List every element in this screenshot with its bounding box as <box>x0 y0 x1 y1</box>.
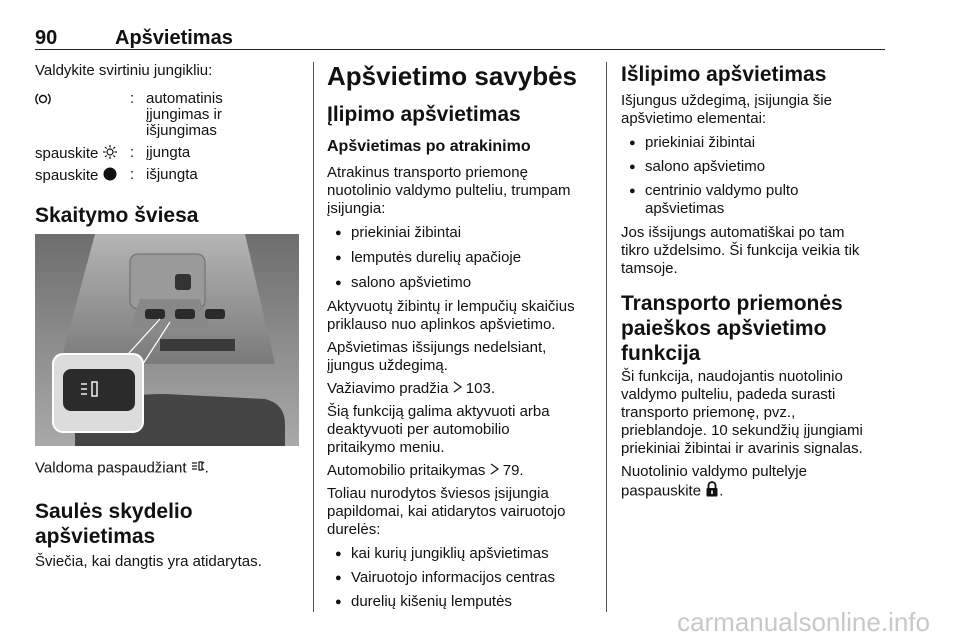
lock-icon <box>705 481 719 502</box>
arrow-ref-icon <box>453 380 462 398</box>
start-ref: Važiavimo pradžia 103. <box>327 380 495 397</box>
customize-ref: Automobilio pritaikymas 79. <box>327 462 524 480</box>
lamp-count-para: Aktyvuotų žibintų ir lempučių skaičius priklauso nuo aplinkos apšvietimo. <box>327 298 575 333</box>
reading-light-icon <box>191 459 205 478</box>
auto-off-para: Jos išsijungs automatiškai po tam tikro uždelsimo. Ši funkcija veikia tik tamsoje. <box>621 224 860 277</box>
sun-visor-heading-1: Saulės skydelio <box>35 500 193 523</box>
exit-lighting-heading: Išlipimo apšvietimas <box>621 63 827 86</box>
unlock-para: Atrakinus transporto priemonę nuotolinio valdymo pulteliu, trumpam įsijungia: <box>327 164 571 217</box>
list-item: ● centrinio valdymo pulto apšvietimas <box>621 182 891 218</box>
watermark: carmanualsonline.info <box>677 607 930 637</box>
reading-light-text: Valdoma paspaudžiant . <box>35 459 209 477</box>
page-title: Apšvietimas <box>115 27 233 49</box>
column-divider-1 <box>313 62 314 612</box>
page-number: 90 <box>35 27 58 49</box>
list-item: ● lemputės durelių apačioje <box>327 249 592 267</box>
list-item: ● priekiniai žibintai <box>327 224 592 242</box>
filled-circle-icon <box>103 167 117 185</box>
switch-row-on: spauskite : įjungta <box>35 144 191 162</box>
list-item: ● Vairuotojo informacijos centras <box>327 569 592 587</box>
locator-para: Ši funkcija, naudojantis nuotolinio valdymo pulteliu, padeda surasti transporto priemonę, pvz., prieblandoje. 10 sekundžių įjungiami priekiniai žibintai ir avarinis signalas. <box>621 368 863 457</box>
sun-icon <box>103 145 117 163</box>
customize-para: Šią funkciją galima aktyvuoti arba deaktyvuoti per automobilio pritaikymo meniu. <box>327 403 550 457</box>
column-2 <box>327 62 592 611</box>
switch-row-auto: : automatinis įjungimas ir išjungimas <box>35 91 300 139</box>
column-1 <box>35 62 300 570</box>
vehicle-locator-heading: Transporto priemonės paieškos apšvietimo funkcija <box>621 292 843 365</box>
sun-visor-text: Šviečia, kai dangtis yra atidarytas. <box>35 553 262 570</box>
header-rule <box>35 49 885 50</box>
driver-door-para: Toliau nurodytos šviesos įsijungia papildomai, kai atidarytos vairuotojo durelės: <box>327 485 566 539</box>
column-3 <box>621 62 891 502</box>
list-item: ● priekiniai žibintai <box>621 134 891 152</box>
switch-intro: Valdykite svirtiniu jungikliu: <box>35 62 213 79</box>
switch-row-off: spauskite : išjungta <box>35 166 198 184</box>
list-item: ● salono apšvietimo <box>327 274 592 292</box>
unlock-lighting-heading: Apšvietimas po atrakinimo <box>327 138 531 155</box>
column-divider-2 <box>606 62 607 612</box>
ignition-para: Apšvietimas išsijungs nedelsiant, įjungus uždegimą. <box>327 339 547 374</box>
reading-light-photo <box>35 234 299 446</box>
auto-light-icon <box>35 91 130 139</box>
remote-para: Nuotolinio valdymo pultelyje paspauskite . <box>621 463 891 502</box>
arrow-ref-icon <box>490 462 499 480</box>
list-item: ● durelių kišenių lemputės <box>327 593 592 611</box>
entry-lighting-heading: Įlipimo apšvietimas <box>327 103 521 126</box>
list-item: ● salono apšvietimo <box>621 158 891 176</box>
list-item: ● kai kurių jungiklių apšvietimas <box>327 545 592 563</box>
exit-para: Išjungus uždegimą, įsijungia šie apšvietimo elementai: <box>621 92 832 127</box>
lighting-features-heading: Apšvietimo savybės <box>327 61 578 91</box>
reading-light-heading: Skaitymo šviesa <box>35 204 199 227</box>
sun-visor-heading-2: apšvietimas <box>35 525 156 548</box>
